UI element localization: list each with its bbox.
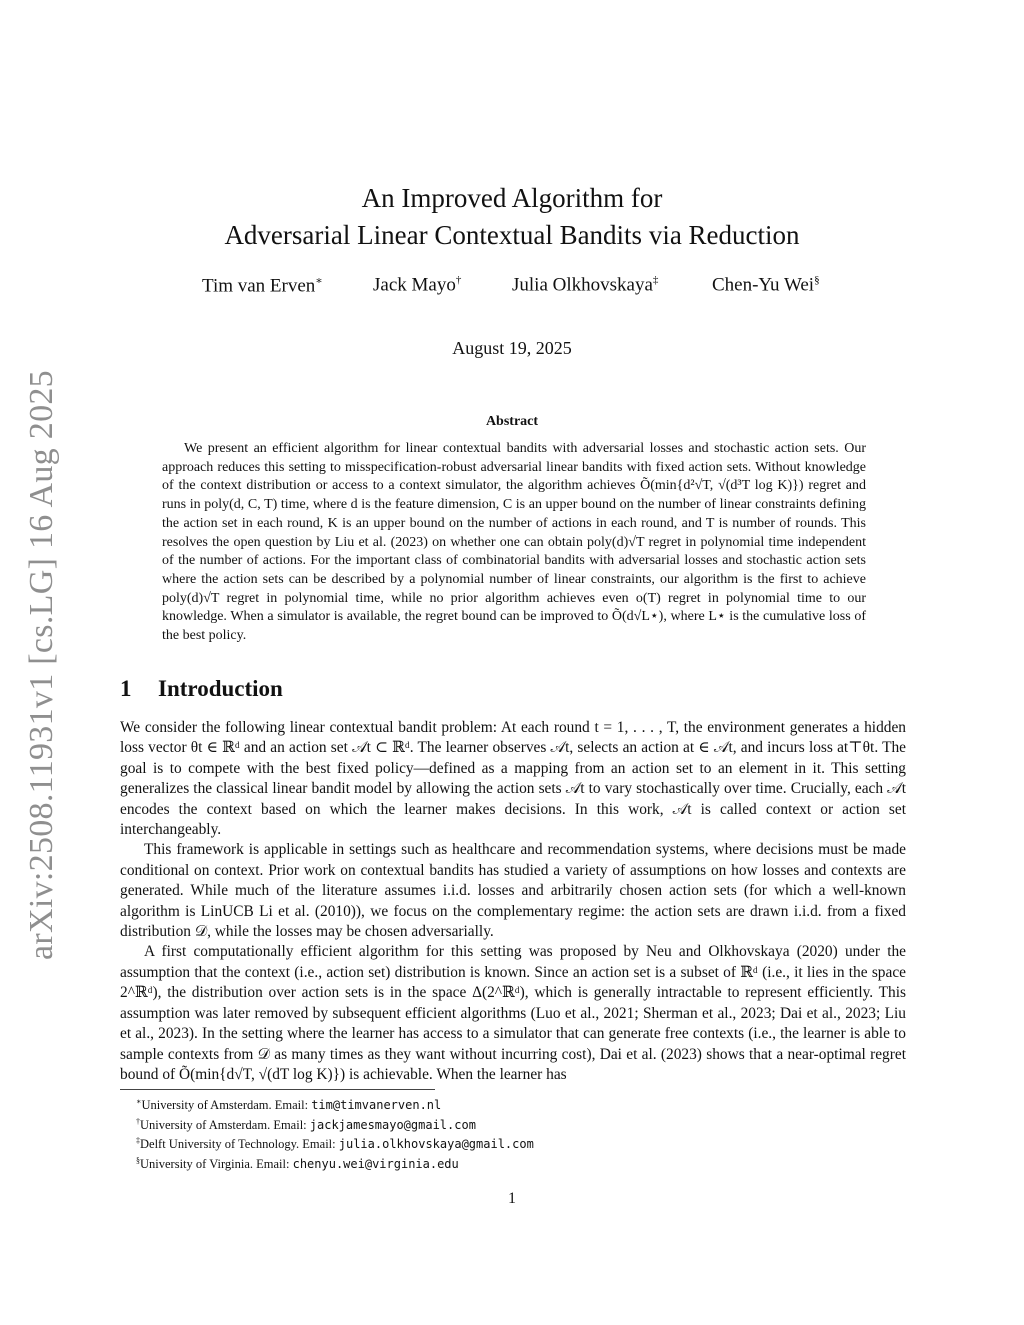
footnote <box>136 1133 534 1153</box>
title-line-1: An Improved Algorithm for <box>361 183 663 213</box>
title-line-2: Adversarial Linear Contextual Bandits via Reduction <box>224 220 800 250</box>
author-name: Julia Olkhovskaya <box>512 274 653 296</box>
footnote-mark: ∗ <box>136 1097 142 1106</box>
publication-date: August 19, 2025 <box>452 338 572 358</box>
paragraph: A first computationally efficient algorithm for this setting was proposed by Neu and Olkhovskaya (2020) under the assumption that the context (i.e., action set) distribution is known. Since an action set is a subset of ℝᵈ (i.e., it lies in the space 2^ℝᵈ), the distribution over action sets is in the space Δ(2^ℝᵈ), which is generally intractable to represent efficiently. This assumption was later removed by subsequent efficient algorithms (Luo et al., 2021; Sherman et al., 2023; Dai et al., 2023; Liu et al., 2023). In the setting where the learner has access to a simulator that can generate free contexts (i.e., the learner is able to sample contexts from 𝒟 as many times as they want without incurring cost), Dai et al. (2023) shows that a near-optimal regret bound of Õ(min{d√T, √(dT log K)}) is achievable. When the learner has <box>120 943 906 1083</box>
author-list <box>0 274 1024 300</box>
introduction-body <box>120 718 906 1085</box>
paragraph: We consider the following linear contextual bandit problem: At each round t = 1, . . . , T, the environment generates a hidden loss vector θt ∈ ℝᵈ and an action set 𝒜t ⊂ ℝᵈ. The learner observes 𝒜t, selects an action at ∈ 𝒜t, and incurs loss at⊤θt. The goal is to compete with the best fixed policy—defined as a mapping from an action set to an element in it. This setting generalizes the classical linear bandit model by allowing the action sets 𝒜t to vary stochastically over time. Crucially, each 𝒜t encodes the context based on which the learner makes decisions. In this work, 𝒜t is called context or action set interchangeably. <box>120 719 906 839</box>
footnote-email: tim@timvanerven.nl <box>311 1098 442 1113</box>
author-1 <box>202 274 323 297</box>
author-mark: § <box>814 274 820 286</box>
author-2 <box>373 274 461 296</box>
footnote <box>136 1114 534 1134</box>
footnote-divider <box>120 1089 435 1090</box>
footnote-mark: ‡ <box>136 1136 140 1146</box>
abstract-heading: Abstract <box>485 414 539 429</box>
footnote-email: chenyu.wei@virginia.edu <box>292 1157 459 1172</box>
footnote-email: julia.olkhovskaya@gmail.com <box>338 1137 534 1152</box>
author-3 <box>512 274 658 296</box>
footnote-mark: † <box>136 1116 140 1126</box>
footnote-affiliation: Delft University of Technology. Email: <box>140 1137 339 1152</box>
footnote-email: jackjamesmayo@gmail.com <box>309 1117 476 1132</box>
abstract-body <box>162 440 866 646</box>
section-title: Introduction <box>158 676 283 701</box>
footnote-affiliation: University of Virginia. Email: <box>140 1157 293 1172</box>
author-name: Jack Mayo <box>373 274 456 296</box>
arxiv-identifier: arXiv:2508.11931v1 [cs.LG] 16 Aug 2025 <box>23 370 60 960</box>
author-mark: ‡ <box>652 274 659 286</box>
page-number: 1 <box>508 1190 516 1207</box>
author-mark: ∗ <box>315 275 323 287</box>
author-name: Chen-Yu Wei <box>712 274 815 296</box>
author-4 <box>712 274 820 296</box>
paragraph: This framework is applicable in settings such as healthcare and recommendation systems, where decisions must be made conditional on context. Prior work on contextual bandits has studied a variety of assumptions on how losses and contexts are generated. While much of the literature assumes i.i.d. losses and arbitrarily chosen action sets (for which a well-known algorithm is LinUCB Li et al. (2010)), we focus on the complementary regime: the action sets are drawn i.i.d. from a fixed distribution 𝒟, while the losses may be chosen adversarially. <box>120 841 906 941</box>
abstract-text: We present an efficient algorithm for linear contextual bandits with adversarial losses and stochastic action sets. Our approach reduces this setting to misspecification-robust adversarial linear bandits with fixed action sets. Without knowledge of the context distribution or access to a context simulator, the algorithm achieves Õ(min{d²√T, √(d³T log K)}) regret and runs in poly(d, C, T) time, where d is the feature dimension, C is an upper bound on the number of linear constraints defining the action set in each round, K is an upper bound on the number of actions in each round, and T is number of rounds. This resolves the open question by Liu et al. (2023) on whether one can obtain poly(d)√T regret in polynomial time independent of the number of actions. For the important class of combinatorial bandits with adversarial losses and stochastic action sets where the action sets can be described by a polynomial number of linear constraints, our algorithm is the first to achieve poly(d)√T regret in polynomial time, while no prior algorithm achieves even o(T) regret in polynomial time to our knowledge. When a simulator is available, the regret bound can be improved to Õ(d√L⋆), where L⋆ is the cumulative loss of the best policy. <box>162 441 866 644</box>
author-mark: † <box>455 274 462 286</box>
footnotes <box>136 1094 534 1173</box>
footnote <box>136 1094 534 1114</box>
section-number: 1 <box>120 676 132 701</box>
footnote-affiliation: University of Amsterdam. Email: <box>141 1098 312 1113</box>
author-name: Tim van Erven <box>202 275 316 297</box>
section-heading <box>120 676 283 702</box>
footnote-affiliation: University of Amsterdam. Email: <box>140 1117 310 1132</box>
footnote <box>136 1153 534 1173</box>
paper-title <box>0 180 1024 254</box>
footnote-mark: § <box>136 1155 140 1165</box>
